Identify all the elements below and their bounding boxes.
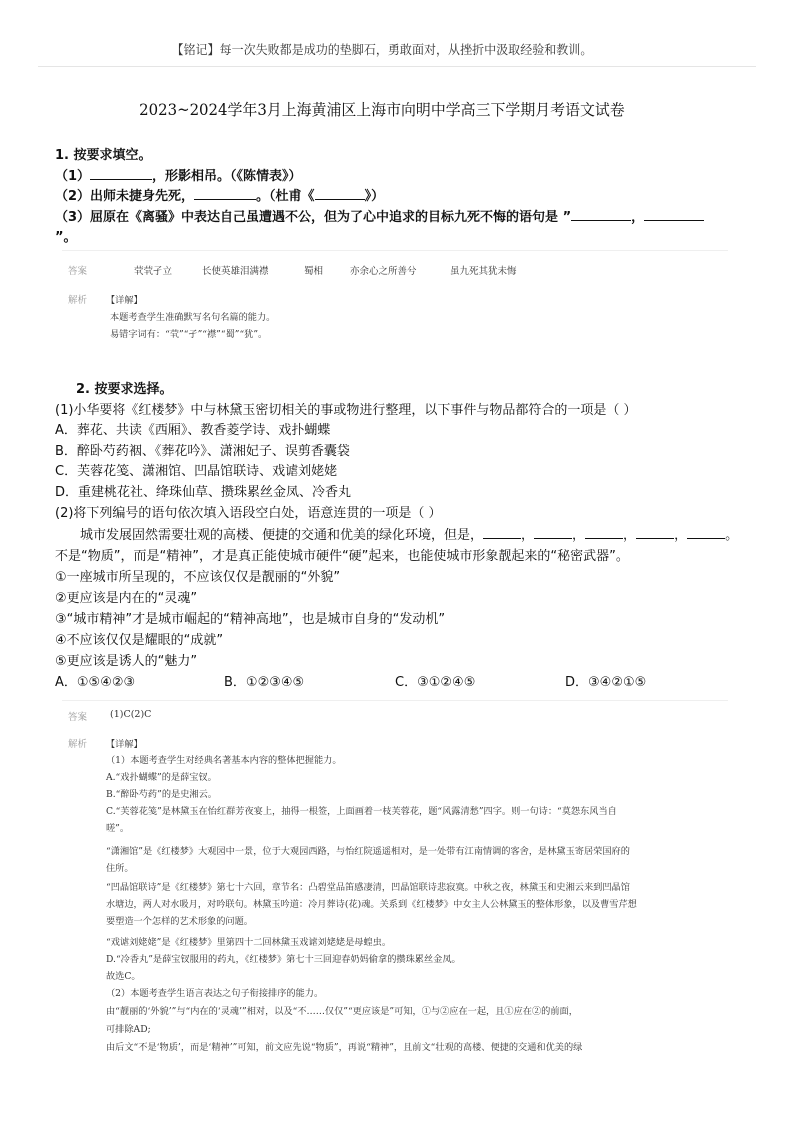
q2-blank-3[interactable] <box>585 525 623 539</box>
q2-passage-text: 城市发展固然需要壮观的高楼、便捷的交通和优美的绿化环境，但是， <box>80 528 484 543</box>
q2-item: ④不应该仅仅是耀眼的“成就” <box>55 633 224 648</box>
q2-blank-5[interactable] <box>687 525 725 539</box>
q2-explain-line: “戏谑刘姥姥”是《红楼梦》里第四十二回林黛玉戏谑刘姥姥是母蝗虫。 <box>106 937 392 948</box>
q2-explain-line: 住所。 <box>106 863 134 874</box>
q2-explain-line: “潇湘馆”是《红楼梦》大观园中一景，位于大观园西路，与怡红院遥遥相对，是一处带有江南情调的客舍，是林黛玉寄居荣国府的 <box>106 846 630 857</box>
q1-heading: 1. 按要求填空。 <box>55 148 152 163</box>
q2-heading: 2. 按要求选择。 <box>76 382 173 397</box>
q1-answer-5: 虽九死其犹未悔 <box>450 266 517 277</box>
q2-option-line: A．葬花、共读《西厢》、教香菱学诗、戏扑蝴蝶 <box>55 423 331 438</box>
q2-explain-line: 由“靓丽的‘外貌’”与“内在的‘灵魂’”相对，以及“不……仅仅”“更应该是”可知，①与②应在一起，且①应在②的前面， <box>106 1006 578 1017</box>
motto-banner: 【铭记】每一次失败都是成功的垫脚石，勇敢面对，从挫折中汲取经验和教训。 <box>171 42 593 57</box>
q2-option-line: D．重建桃花社、绛珠仙草、攒珠累丝金凤、冷香丸 <box>55 485 352 500</box>
q1-line3-prefix: （3）屈原在《离骚》中表达自己虽遭遇不公，但为了心中追求的目标九死不悔的语句是 ” <box>55 210 572 225</box>
q2-option-line: B．醉卧芍药裀、《葬花吟》、潇湘妃子、误剪香囊袋 <box>55 444 350 459</box>
q2-line: (2)将下列编号的语句依次填入语段空白处，语意连贯的一项是（ ） <box>55 506 442 521</box>
q2-explain-line: 故选C。 <box>106 971 141 982</box>
q1-answer-1: 茕茕孑立 <box>134 266 173 277</box>
q2-explain-line: “凹晶馆联诗”是《红楼梦》第七十六回，章节名：凸碧堂品笛感凄清，凹晶馆联诗悲寂寞。中秋之夜，林黛玉和史湘云来到凹晶馆 <box>106 882 630 893</box>
q2-answer-label: 答案 <box>68 712 88 723</box>
q2-blank-4[interactable] <box>636 525 674 539</box>
q2-explain-line: （1）本题考查学生对经典名著基本内容的整体把握能力。 <box>106 755 342 766</box>
q2-answer: (1)C(2)C <box>110 709 152 720</box>
q1-blank-5[interactable] <box>644 207 704 221</box>
q2-explain-line: 【详解】 <box>106 739 143 750</box>
q2-item: ③“城市精神”才是城市崛起的“精神高地”，也是城市自身的“发动机” <box>55 612 446 627</box>
q1-answer-2: 长使英雄泪满襟 <box>202 266 269 277</box>
q1-line4: ”。 <box>55 230 77 245</box>
q2-item: ①一座城市所呈现的，不应该仅仅是靓丽的“外貌” <box>55 570 341 585</box>
q1-explain-line: 【详解】 <box>106 295 143 306</box>
q2-explain-line: B.“醉卧芍药”的是史湘云。 <box>106 789 217 800</box>
q1-line2-mid: 。（杜甫《 <box>256 189 315 204</box>
q2-blank-1[interactable] <box>483 525 521 539</box>
q1-explain-line: 本题考查学生准确默写名句名篇的能力。 <box>110 312 276 323</box>
q1-line2-prefix: （2）出师未捷身先死， <box>55 189 195 204</box>
q1-line3 <box>55 206 704 225</box>
q1-answer-4: 亦余心之所善兮 <box>350 266 417 277</box>
q2-passage-line1: 城市发展固然需要壮观的高楼、便捷的交通和优美的绿化环境，但是， ， ， ， ， 。 <box>80 524 738 543</box>
q2-explain-line: A.“戏扑蝴蝶”的是薛宝钗。 <box>106 772 217 783</box>
q2-explain-line: C.“芙蓉花笺”是林黛玉在怡红群芳夜宴上，抽得一根签，上面画着一枝芙蓉花，题“风露清愁”四字。则一句诗：“莫怨东风当自 <box>106 806 617 817</box>
q1-line3-comma: ， <box>631 210 645 225</box>
header-divider <box>38 66 756 67</box>
q2-explain-line: 水塘边，两人对水吸月，对吟联句。林黛玉吟道：冷月葬诗(花)魂。关系到《红楼梦》中女主人公林黛玉的整体形象，以及曹雪芹想 <box>106 899 637 910</box>
q1-blank-2[interactable] <box>194 186 256 200</box>
q2-explain-label: 解析 <box>68 739 88 750</box>
q2-line: (1)小华要将《红楼梦》中与林黛玉密切相关的事或物进行整理，以下事件与物品都符合的一项是（ ） <box>55 403 637 418</box>
q2-passage-line2: 不是“物质”，而是“精神”，才是真正能使城市硬件“硬”起来，也能使城市形象靓起来的“秘密武器”。 <box>55 549 629 564</box>
q1-blank-4[interactable] <box>571 207 631 221</box>
q1-answer-3: 蜀相 <box>304 266 324 277</box>
q1-explain-line: 易错字词有：“茕”“孑”“襟”“蜀”“犹”。 <box>110 329 268 340</box>
q2-blank-2[interactable] <box>534 525 572 539</box>
page-title: 2023~2024学年3月上海黄浦区上海市向明中学高三下学期月考语文试卷 <box>139 101 625 119</box>
q2-explain-line: （2）本题考查学生语言表达之句子衔接排序的能力。 <box>106 988 324 999</box>
q2-option-d: D．③④②①⑤ <box>565 675 647 690</box>
divider <box>62 250 728 251</box>
q2-explain-line: 嗟”。 <box>106 823 130 834</box>
q1-line1-prefix: （1） <box>55 169 91 184</box>
q1-line2-suffix: 》） <box>364 189 385 204</box>
q2-explain-line: 由后文“不是‘物质’，而是‘精神’”可知，前文应先说“物质”，再说“精神”，且前文“壮观的高楼、便捷的交通和优美的绿 <box>106 1042 583 1053</box>
divider <box>62 700 728 701</box>
q2-explain-line: 可排除AD; <box>106 1024 151 1035</box>
q2-option-c: C．③①②④⑤ <box>395 675 476 690</box>
q1-answer-label: 答案 <box>68 266 88 277</box>
q2-explain-line: 要塑造一个怎样的艺术形象的问题。 <box>106 916 253 927</box>
q2-option-b: B．①②③④⑤ <box>224 675 305 690</box>
q1-line2 <box>55 185 384 204</box>
q2-option-a: A．①⑤④②③ <box>55 675 136 690</box>
q2-option-line: C．芙蓉花笺、潇湘馆、凹晶馆联诗、戏谑刘姥姥 <box>55 464 338 479</box>
q2-item: ⑤更应该是诱人的“魅力” <box>55 654 198 669</box>
q1-line1-suffix: ，形影相吊。（《陈情表》） <box>152 169 302 184</box>
q2-item: ②更应该是内在的“灵魂” <box>55 591 198 606</box>
q1-blank-3[interactable] <box>315 186 365 200</box>
q1-line1 <box>55 165 302 184</box>
q2-explain-line: D.“冷香丸”是薛宝钗服用的药丸，《红楼梦》第七十三回迎春奶妈偷拿的攒珠累丝金凤。 <box>106 954 461 965</box>
q1-explain-label: 解析 <box>68 295 88 306</box>
q1-blank-1[interactable] <box>90 166 152 180</box>
